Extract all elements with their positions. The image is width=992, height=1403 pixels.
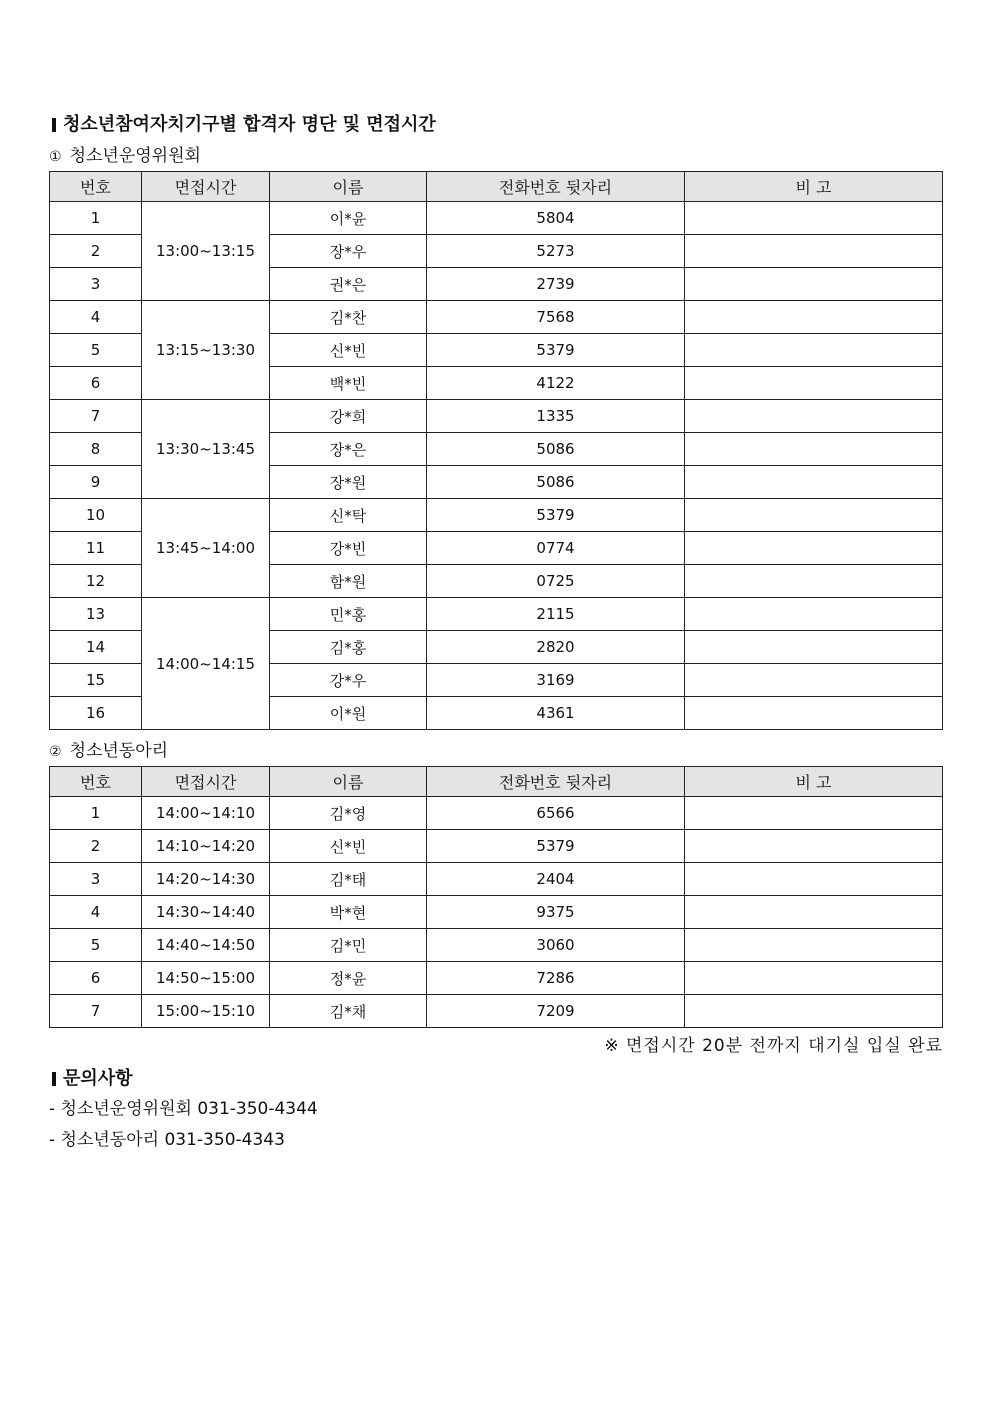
- cell-phone: 5086: [427, 433, 685, 466]
- cell-number: 16: [50, 697, 142, 730]
- table-header-row: [50, 172, 943, 202]
- cell-number: 5: [50, 929, 142, 962]
- cell-interview-time: 13:00~13:15: [142, 202, 270, 301]
- cell-remarks: [685, 631, 943, 664]
- cell-name: 민*홍: [270, 598, 427, 631]
- cell-name: 신*빈: [270, 830, 427, 863]
- header-interview-time: 면접시간: [142, 767, 270, 797]
- cell-remarks: [685, 268, 943, 301]
- header-phone-last-digits: 전화번호 뒷자리: [427, 172, 685, 202]
- header-remarks: 비 고: [685, 767, 943, 797]
- cell-remarks: [685, 565, 943, 598]
- section1-heading: [49, 141, 943, 171]
- cell-remarks: [685, 797, 943, 830]
- cell-name: 장*원: [270, 466, 427, 499]
- cell-phone: 5273: [427, 235, 685, 268]
- cell-name: 함*원: [270, 565, 427, 598]
- inquiry-title: 문의사항: [63, 1068, 133, 1089]
- cell-name: 김*민: [270, 929, 427, 962]
- cell-number: 6: [50, 962, 142, 995]
- cell-number: 2: [50, 235, 142, 268]
- cell-number: 15: [50, 664, 142, 697]
- cell-remarks: [685, 697, 943, 730]
- cell-phone: 2739: [427, 268, 685, 301]
- document-page: [49, 110, 943, 1156]
- cell-interview-time: 14:40~14:50: [142, 929, 270, 962]
- cell-phone: 3060: [427, 929, 685, 962]
- cell-number: 1: [50, 202, 142, 235]
- cell-name: 백*빈: [270, 367, 427, 400]
- cell-remarks: [685, 499, 943, 532]
- cell-interview-time: 14:30~14:40: [142, 896, 270, 929]
- cell-phone: 0725: [427, 565, 685, 598]
- header-interview-time: 면접시간: [142, 172, 270, 202]
- cell-remarks: [685, 929, 943, 962]
- cell-name: 신*탁: [270, 499, 427, 532]
- header-number: 번호: [50, 172, 142, 202]
- cell-number: 4: [50, 301, 142, 334]
- cell-interview-time: 13:15~13:30: [142, 301, 270, 400]
- cell-remarks: [685, 202, 943, 235]
- cell-phone: 6566: [427, 797, 685, 830]
- cell-remarks: [685, 466, 943, 499]
- cell-name: 이*원: [270, 697, 427, 730]
- cell-number: 9: [50, 466, 142, 499]
- cell-name: 박*현: [270, 896, 427, 929]
- table-row: [50, 499, 943, 532]
- section2-table: [49, 766, 943, 1028]
- cell-name: 강*빈: [270, 532, 427, 565]
- list-title-heading: [49, 110, 943, 140]
- cell-phone: 2115: [427, 598, 685, 631]
- table-row: [50, 830, 943, 863]
- cell-phone: 5086: [427, 466, 685, 499]
- header-remarks: 비 고: [685, 172, 943, 202]
- cell-name: 김*찬: [270, 301, 427, 334]
- waiting-room-notice: ※ 면접시간 20분 전까지 대기실 입실 완료: [604, 1036, 943, 1056]
- cell-interview-time: 14:10~14:20: [142, 830, 270, 863]
- cell-remarks: [685, 334, 943, 367]
- cell-interview-time: 14:00~14:15: [142, 598, 270, 730]
- bullet-bar-icon: [52, 1072, 56, 1086]
- table-row: [50, 301, 943, 334]
- cell-number: 11: [50, 532, 142, 565]
- header-number: 번호: [50, 767, 142, 797]
- cell-number: 4: [50, 896, 142, 929]
- cell-remarks: [685, 598, 943, 631]
- cell-remarks: [685, 664, 943, 697]
- cell-name: 김*영: [270, 797, 427, 830]
- section2-heading: [49, 736, 943, 766]
- table-header-row: [50, 767, 943, 797]
- cell-interview-time: 14:00~14:10: [142, 797, 270, 830]
- cell-phone: 7209: [427, 995, 685, 1028]
- cell-name: 정*윤: [270, 962, 427, 995]
- cell-remarks: [685, 433, 943, 466]
- cell-number: 5: [50, 334, 142, 367]
- cell-name: 장*우: [270, 235, 427, 268]
- cell-phone: 4361: [427, 697, 685, 730]
- cell-number: 2: [50, 830, 142, 863]
- contact-item-committee: - 청소년운영위원회 031-350-4344: [49, 1099, 318, 1119]
- cell-phone: 5379: [427, 334, 685, 367]
- list-title: 청소년참여자치기구별 합격자 명단 및 면접시간: [63, 114, 436, 135]
- cell-name: 신*빈: [270, 334, 427, 367]
- header-name: 이름: [270, 767, 427, 797]
- section1-mark: ①: [49, 149, 62, 165]
- cell-phone: 7568: [427, 301, 685, 334]
- cell-number: 12: [50, 565, 142, 598]
- cell-number: 1: [50, 797, 142, 830]
- table-row: [50, 797, 943, 830]
- cell-remarks: [685, 863, 943, 896]
- cell-phone: 5379: [427, 830, 685, 863]
- cell-number: 7: [50, 995, 142, 1028]
- cell-number: 10: [50, 499, 142, 532]
- cell-number: 14: [50, 631, 142, 664]
- cell-name: 김*태: [270, 863, 427, 896]
- header-name: 이름: [270, 172, 427, 202]
- cell-remarks: [685, 301, 943, 334]
- table-row: [50, 995, 943, 1028]
- cell-name: 김*홍: [270, 631, 427, 664]
- cell-phone: 5804: [427, 202, 685, 235]
- cell-interview-time: 14:50~15:00: [142, 962, 270, 995]
- cell-phone: 9375: [427, 896, 685, 929]
- section1-table-body: [50, 202, 943, 730]
- cell-number: 6: [50, 367, 142, 400]
- cell-phone: 2404: [427, 863, 685, 896]
- cell-interview-time: 15:00~15:10: [142, 995, 270, 1028]
- bullet-bar-icon: [52, 118, 56, 132]
- cell-remarks: [685, 830, 943, 863]
- section2-mark: ②: [49, 744, 62, 760]
- section2-label: 청소년동아리: [69, 741, 169, 761]
- table-row: [50, 202, 943, 235]
- cell-name: 권*은: [270, 268, 427, 301]
- cell-name: 강*희: [270, 400, 427, 433]
- section2-table-body: [50, 797, 943, 1028]
- table-row: [50, 896, 943, 929]
- cell-name: 이*윤: [270, 202, 427, 235]
- cell-interview-time: 13:45~14:00: [142, 499, 270, 598]
- header-phone-last-digits: 전화번호 뒷자리: [427, 767, 685, 797]
- cell-interview-time: 13:30~13:45: [142, 400, 270, 499]
- section1-table: [49, 171, 943, 730]
- cell-phone: 2820: [427, 631, 685, 664]
- cell-name: 강*우: [270, 664, 427, 697]
- table-row: [50, 598, 943, 631]
- contact-item-club: - 청소년동아리 031-350-4343: [49, 1130, 285, 1150]
- cell-number: 8: [50, 433, 142, 466]
- cell-phone: 1335: [427, 400, 685, 433]
- inquiry-heading: [49, 1064, 943, 1094]
- cell-remarks: [685, 995, 943, 1028]
- cell-phone: 4122: [427, 367, 685, 400]
- cell-number: 3: [50, 863, 142, 896]
- table-row: [50, 929, 943, 962]
- table-row: [50, 400, 943, 433]
- cell-phone: 3169: [427, 664, 685, 697]
- cell-remarks: [685, 896, 943, 929]
- section1-label: 청소년운영위원회: [69, 146, 201, 166]
- cell-interview-time: 14:20~14:30: [142, 863, 270, 896]
- table-row: [50, 962, 943, 995]
- cell-name: 김*채: [270, 995, 427, 1028]
- cell-phone: 5379: [427, 499, 685, 532]
- table-row: [50, 863, 943, 896]
- cell-number: 7: [50, 400, 142, 433]
- cell-name: 장*은: [270, 433, 427, 466]
- cell-number: 13: [50, 598, 142, 631]
- cell-phone: 7286: [427, 962, 685, 995]
- cell-remarks: [685, 235, 943, 268]
- cell-remarks: [685, 367, 943, 400]
- cell-number: 3: [50, 268, 142, 301]
- cell-phone: 0774: [427, 532, 685, 565]
- cell-remarks: [685, 400, 943, 433]
- cell-remarks: [685, 962, 943, 995]
- cell-remarks: [685, 532, 943, 565]
